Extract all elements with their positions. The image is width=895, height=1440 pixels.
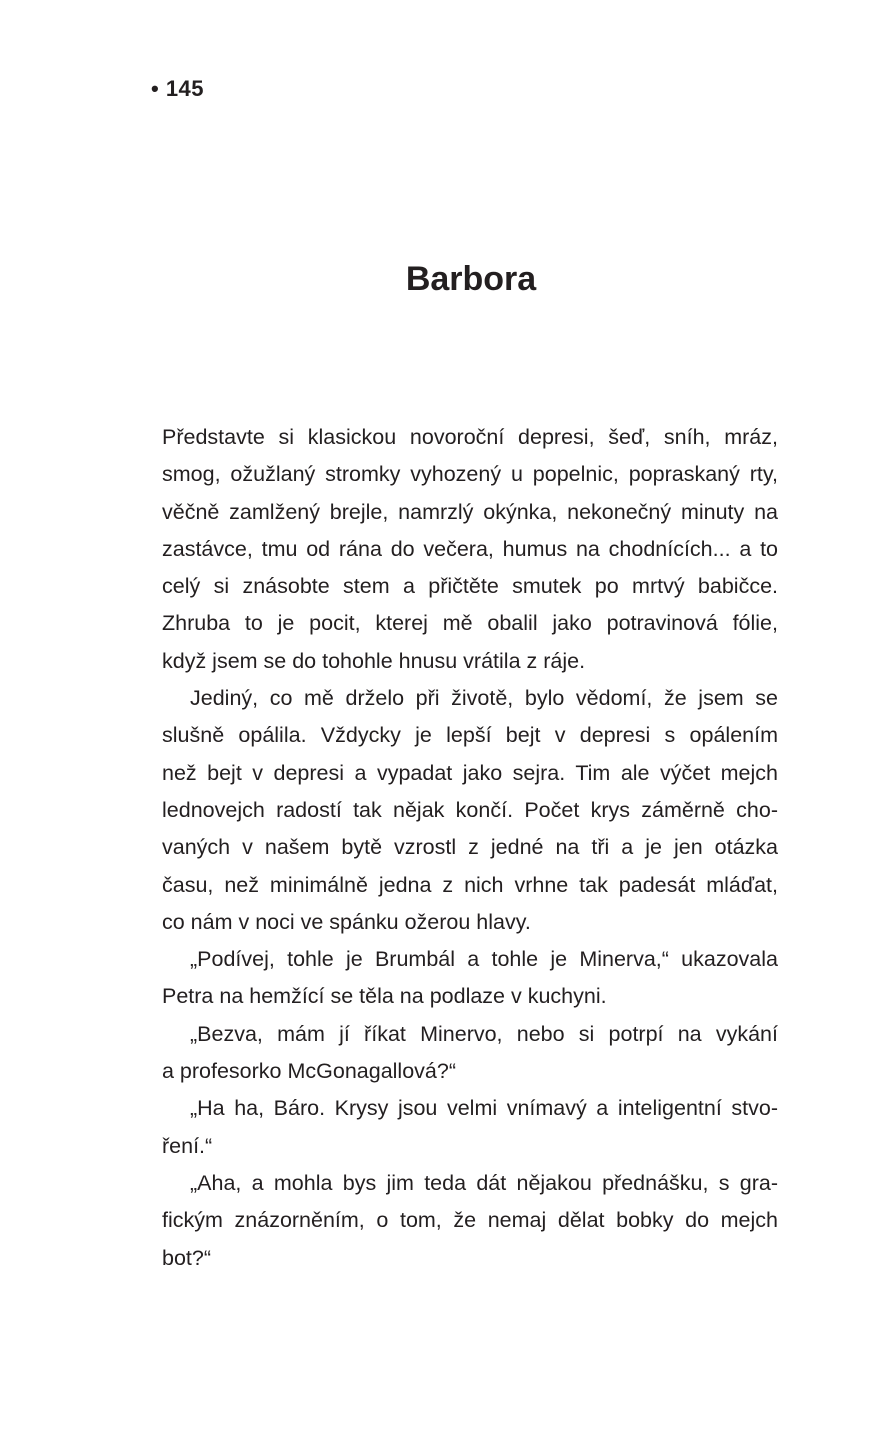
text-line: a profesorko McGonagallová?“ <box>162 1059 456 1084</box>
text-line: Petra na hemžící se těla na podlaze v kuchyni. <box>162 984 607 1009</box>
text-line: než bejt v depresi a vypadat jako sejra. Tim ale výčet mejch <box>162 760 778 785</box>
text-line: času, než minimálně jedna z nich vrhne tak padesát mláďat, <box>162 872 778 897</box>
text-line: Zhruba to je pocit, kterej mě obalil jako potravinová fólie, <box>162 611 778 636</box>
paragraph <box>162 1016 778 1091</box>
text-line: věčně zamlžený brejle, namrzlý okýnka, nekonečný minuty na <box>162 499 778 524</box>
text-line: lednovejch radostí tak nějak končí. Počet krys záměrně cho- <box>162 797 778 822</box>
paragraph <box>162 1090 778 1165</box>
body-text <box>162 419 778 1277</box>
text-line: ření.“ <box>162 1133 213 1158</box>
text-line: zastávce, tmu od rána do večera, humus na chodnících... a to <box>162 536 778 561</box>
paragraph <box>162 1165 778 1277</box>
text-line: Představte si klasickou novoroční depresi, šeď, sníh, mráz, <box>162 425 778 449</box>
text-line: když jsem se do tohohle hnusu vrátila z ráje. <box>162 648 586 673</box>
page-number: • 145 <box>151 76 205 101</box>
text-line: slušně opálila. Vždycky je lepší bejt v depresi s opálením <box>162 723 778 748</box>
text-line: co nám v noci ve spánku ožerou hlavy. <box>162 909 531 934</box>
text-line: „Ha ha, Báro. Krysy jsou velmi vnímavý a inteligentní stvo- <box>190 1096 778 1121</box>
text-line: bot?“ <box>162 1245 212 1270</box>
text-line: vaných v našem bytě vzrostl z jedné na tři a je jen otázka <box>162 835 778 860</box>
text-line: Jediný, co mě drželo při životě, bylo vědomí, že jsem se <box>190 686 778 711</box>
chapter-title: Barbora <box>405 260 537 298</box>
paragraph <box>162 419 778 680</box>
text-line: „Aha, a mohla bys jim teda dát nějakou přednášku, s gra- <box>190 1170 778 1195</box>
text-line: fickým znázorněním, o tom, že nemaj dělat bobky do mejch <box>162 1208 778 1233</box>
text-line: „Bezva, mám jí říkat Minervo, nebo si potrpí na vykání <box>190 1021 778 1046</box>
text-line: celý si znásobte stem a přičtěte smutek po mrtvý babičce. <box>162 574 778 599</box>
paragraph <box>162 680 778 941</box>
paragraph <box>162 941 778 1016</box>
text-line: „Podívej, tohle je Brumbál a tohle je Minerva,“ ukazovala <box>190 947 778 972</box>
text-line: smog, ožužlaný stromky vyhozený u popelnic, popraskaný rty, <box>162 462 778 487</box>
